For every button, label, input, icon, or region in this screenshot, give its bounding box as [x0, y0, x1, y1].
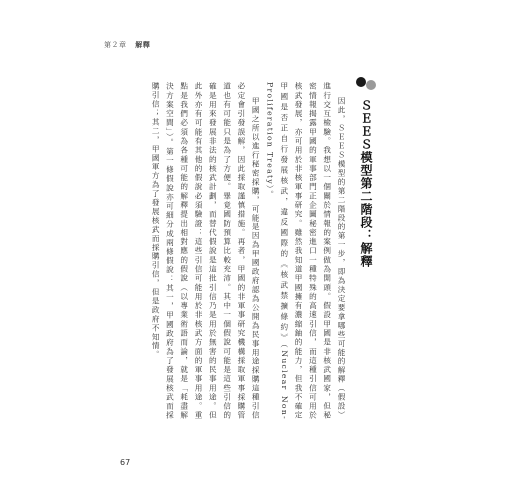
section-heading — [356, 80, 376, 268]
chapter-title: 解釋 — [135, 41, 151, 49]
paragraph-1: 因此，ＳＥＥＳ模型的第二階段的第一步，即為決定要拿哪些可能的解釋（假設）進行交互檢驗。我想以一個關於情報的案例做為開頭。假設甲國是非核武國家，但秘密情報揭露甲國的軍事部門正企圖秘密進口一種特殊的高速引信，而這種引信可用於核武發展，亦可用於非核軍事研究。雖然我知道甲國擁有濃縮鈾的能力，但我不確定甲國是否正自行發展核武，違反國際的《核武禁擴條約》（Nuclear Non-Proliferation Treaty）。 — [265, 82, 346, 420]
grey-circle-icon — [366, 80, 376, 90]
black-circle-icon — [356, 77, 366, 87]
page-number: 67 — [120, 458, 131, 467]
section-heading-text: ＳＥＥＳ模型第二階段：解釋 — [359, 99, 373, 269]
paragraph-2: 甲國之所以進行秘密採購，可能是因為甲國政府認為公開為民事用途採購這種引信必定會引發誤解，因此採取謹慎措施。再者，甲國的非軍事研究機構採取軍事採購管道也有可能只是為了方便。畢竟國防預算比較充沛。其中一個假說可能是這些引信的確是用來發展非法的核武計劃，而替代假說是這批引信乃是用於無害的民事用途。但此外亦有可能有其他的假說必須驗證：這些引信可能用於非核武方面的軍事用途。重點是我們必須為各種可能的解釋提出相對應的假說（以專業術語而論，就是「耗盡解決方案空間」）。第一條假說亦可細分成兩條假說：其一，甲國政府為了發展核武而採購引信；其二，甲國軍方為了發展核武而採購引信，但是政府不知情。 — [151, 82, 261, 420]
body-text — [138, 82, 348, 420]
running-head — [104, 40, 150, 50]
chapter-label: 第２章 — [104, 41, 127, 49]
heading-bullet-icon — [356, 80, 376, 90]
